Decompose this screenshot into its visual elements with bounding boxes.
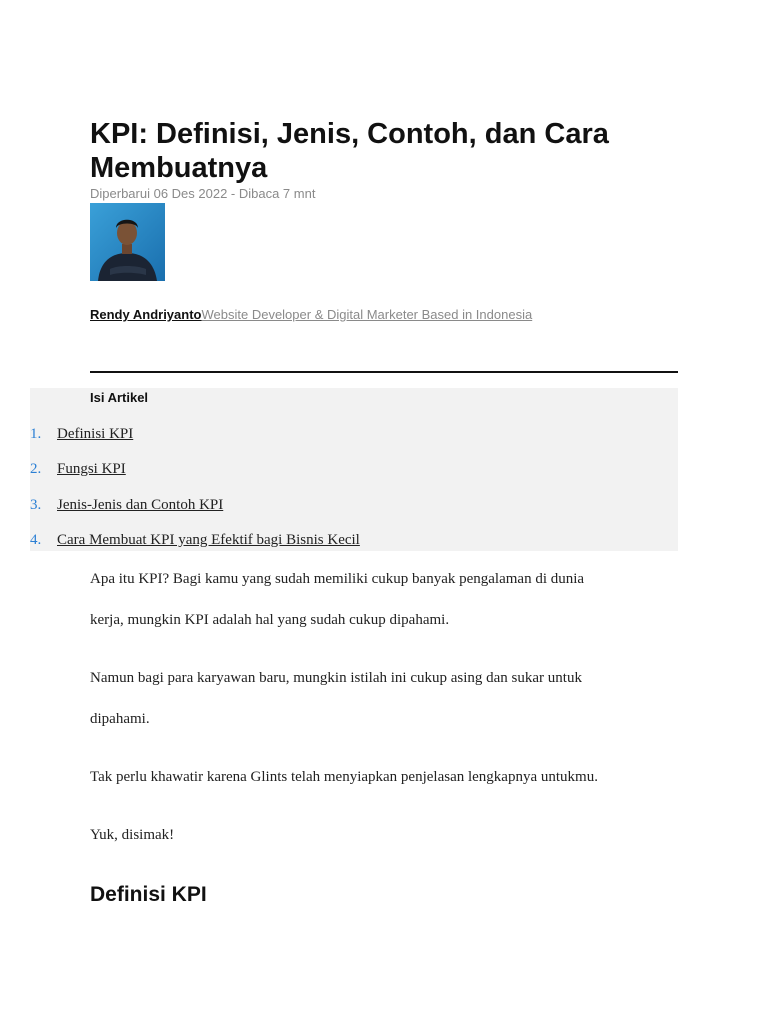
author-role-link[interactable]: Website Developer & Digital Marketer Based in Indonesia [201,307,533,322]
body-paragraph: Apa itu KPI? Bagi kamu yang sudah memiliki cukup banyak pengalaman di dunia [90,571,585,587]
toc-link-fungsi-kpi[interactable]: Fungsi KPI [57,461,126,477]
article-meta: Diperbarui 06 Des 2022 - Dibaca 7 mnt [90,186,316,201]
toc-link-cara-membuat-kpi[interactable]: Cara Membuat KPI yang Efektif bagi Bisnis Kecil [57,532,360,548]
toc-item-number: 2. [30,461,42,477]
section-heading: Definisi KPI [90,883,207,906]
toc-item-number: 3. [30,497,42,513]
body-paragraph: Namun bagi para karyawan baru, mungkin istilah ini cukup asing dan sukar untuk [90,670,582,686]
table-of-contents [30,388,678,551]
author-byline [90,307,532,322]
toc-link-jenis-kpi[interactable]: Jenis-Jenis dan Contoh KPI [57,497,224,513]
body-paragraph: kerja, mungkin KPI adalah hal yang sudah cukup dipahami. [90,612,450,628]
article-title: KPI: Definisi, Jenis, Contoh, dan Cara Membuatnya [90,118,609,184]
divider [90,371,678,373]
body-paragraph: Yuk, disimak! [90,827,175,843]
toc-link-definisi-kpi[interactable]: Definisi KPI [57,426,134,442]
toc-item-number: 4. [30,532,42,548]
body-paragraph: dipahami. [90,711,150,727]
author-name-link[interactable]: Rendy Andriyanto [90,307,202,322]
toc-heading: Isi Artikel [90,390,149,405]
toc-item-number: 1. [30,426,42,442]
body-paragraph: Tak perlu khawatir karena Glints telah menyiapkan penjelasan lengkapnya untukmu. [90,769,598,785]
author-avatar [90,203,165,281]
